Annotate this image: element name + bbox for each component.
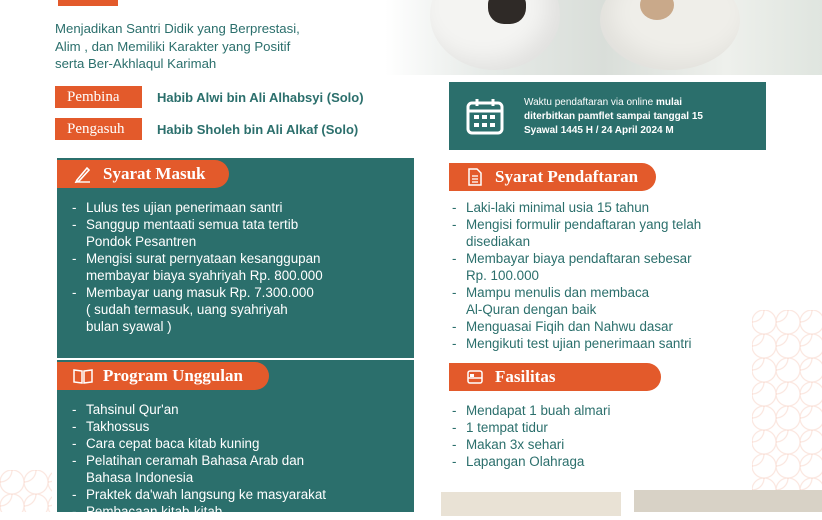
decorative-pattern-left <box>0 470 52 512</box>
program-unggulan-list <box>72 401 407 520</box>
role-tag: Pembina <box>55 86 142 108</box>
role-name: Habib Alwi bin Ali Alhabsyi (Solo) <box>157 89 364 105</box>
list-item: - Mendapat 1 buah almari <box>452 402 782 419</box>
info-line2: diterbitkan pamflet sampai tanggal 15 <box>524 111 703 122</box>
syarat-pendaftaran-title: Syarat Pendaftaran <box>495 167 639 186</box>
list-item: - Cara cepat baca kitab kuning <box>72 435 407 452</box>
syarat-masuk-list <box>72 199 407 335</box>
list-item: - Takhossus <box>72 418 407 435</box>
list-item: - Mampu menulis dan membaca Al-Quran dengan baik <box>452 284 782 318</box>
role-pembina <box>55 86 364 108</box>
list-item: - Laki-laki minimal usia 15 tahun <box>452 199 782 216</box>
syarat-pendaftaran-header <box>449 163 656 191</box>
role-tag: Pengasuh <box>55 118 142 140</box>
list-item: - Praktek da'wah langsung ke masyarakat <box>72 486 407 503</box>
list-item: - Pelatihan ceramah Bahasa Arab dan Bahasa Indonesia <box>72 452 407 486</box>
document-icon <box>465 168 485 186</box>
role-name: Habib Sholeh bin Ali Alkaf (Solo) <box>157 121 359 137</box>
visi-text <box>55 20 415 73</box>
pen-icon <box>73 165 93 183</box>
list-item: - 1 tempat tidur <box>452 419 782 436</box>
registration-info-box <box>449 82 766 150</box>
syarat-masuk-header <box>57 160 229 188</box>
bed-icon <box>465 368 485 386</box>
list-item: - Pembacaan kitab-kitab <box>72 503 407 520</box>
fasilitas-header <box>449 363 661 391</box>
list-item: - Lulus tes ujian penerimaan santri <box>72 199 407 216</box>
visi-line: Alim , dan Memiliki Karakter yang Positif <box>55 38 291 54</box>
fasilitas-list <box>452 402 782 470</box>
info-line1-prefix: Waktu pendaftaran via online <box>524 97 656 108</box>
syarat-masuk-title: Syarat Masuk <box>103 164 206 183</box>
list-item: - Membayar biaya pendaftaran sebesar Rp. 100.000 <box>452 250 782 284</box>
list-item: - Mengisi formulir pendaftaran yang telah disediakan <box>452 216 782 250</box>
list-item: - Lapangan Olahraga <box>452 453 782 470</box>
visi-line: Menjadikan Santri Didik yang Berprestasi, <box>55 21 300 36</box>
info-line3: Syawal 1445 H / 24 April 2024 M <box>524 125 674 136</box>
syarat-pendaftaran-list <box>452 199 782 352</box>
list-item: - Tahsinul Qur'an <box>72 401 407 418</box>
list-item: - Mengikuti test ujian penerimaan santri <box>452 335 782 352</box>
fasilitas-title: Fasilitas <box>495 367 556 386</box>
registration-info-text <box>524 96 759 138</box>
role-pengasuh <box>55 118 358 140</box>
program-unggulan-header <box>57 362 269 390</box>
list-item: - Makan 3x sehari <box>452 436 782 453</box>
list-item: - Sanggup mentaati semua tata tertib Pondok Pesantren <box>72 216 407 250</box>
calendar-icon <box>465 96 505 136</box>
program-unggulan-title: Program Unggulan <box>103 366 243 385</box>
visi-line: serta Ber-Akhlaqul Karimah <box>55 56 217 71</box>
list-item: - Menguasai Fiqih dan Nahwu dasar <box>452 318 782 335</box>
list-item: - Membayar uang masuk Rp. 7.300.000 ( sudah termasuk, uang syahriyah bulan syawal ) <box>72 284 407 335</box>
facility-photo-building <box>634 490 822 512</box>
visi-label-tag <box>58 0 118 6</box>
list-item: - Mengisi surat pernyataan kesanggupan membayar biaya syahriyah Rp. 800.000 <box>72 250 407 284</box>
book-icon <box>73 367 93 385</box>
info-line1-bold: mulai <box>655 97 683 108</box>
